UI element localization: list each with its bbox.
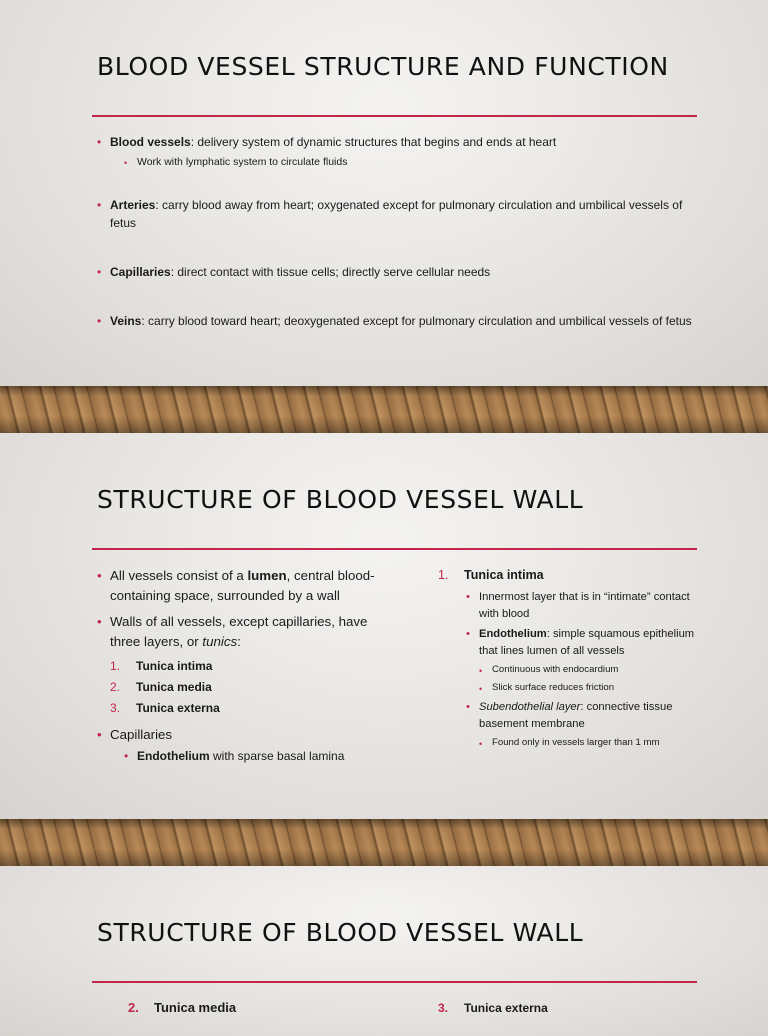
sub-bullet-endocardium: [479, 661, 700, 679]
list-label: Tunica intima: [136, 659, 213, 673]
left-column: [97, 566, 387, 767]
slide-blood-vessel-structure: [0, 0, 768, 386]
bullet-text: : delivery system of dynamic structures that begins and ends at heart: [190, 135, 557, 149]
term-lumen: lumen: [247, 568, 287, 583]
slide-title: STRUCTURE OF BLOOD VESSEL WALL: [97, 918, 584, 947]
bullet-blood-vessels: [97, 133, 700, 170]
sub-bullet-1mm: [479, 734, 700, 752]
list-label: Tunica externa: [464, 1001, 548, 1015]
bullet-text: : carry blood away from heart; oxygenated except for pulmonary circulation and umbilical vessels of fetus: [110, 198, 683, 230]
term-capillaries: Capillaries: [110, 265, 171, 279]
list-number: 3.: [438, 1001, 449, 1015]
list-label: Tunica intima: [464, 568, 544, 582]
bullet-veins: [97, 312, 700, 330]
slide-title: BLOOD VESSEL STRUCTURE AND FUNCTION: [97, 52, 669, 81]
term-blood-vessels: Blood vessels: [110, 135, 191, 149]
bullet-tunics: [97, 612, 387, 652]
bullet-capillaries: [97, 263, 700, 281]
heading-tunica-externa: [438, 999, 548, 1017]
list-number: 1.: [110, 659, 121, 673]
title-divider: [92, 981, 697, 983]
text: Walls of all vessels, except capillaries, have three layers, or: [110, 614, 368, 649]
list-number: 2.: [110, 680, 121, 694]
list-item-tunica-externa: [110, 698, 387, 719]
text: Slick surface reduces friction: [492, 682, 615, 693]
title-divider: [92, 115, 697, 117]
title-divider: [92, 548, 697, 550]
tunica-intima-details: [466, 589, 700, 752]
text: All vessels consist of a: [110, 568, 248, 583]
sub-bullet-lymphatic: [124, 154, 700, 170]
list-item-tunica-media: [110, 677, 387, 698]
bullet-capillaries: [97, 725, 387, 767]
term-subendothelial-layer: Subendothelial layer: [479, 701, 581, 713]
slide-vessel-wall-continued: [0, 866, 768, 1036]
term-endothelium: Endothelium: [479, 628, 547, 640]
term-endothelium: Endothelium: [137, 749, 210, 763]
list-number: 1.: [438, 568, 449, 582]
bullet-endothelium: [466, 626, 700, 697]
list-label: Tunica media: [154, 1000, 237, 1015]
list-item-tunica-intima: [110, 656, 387, 677]
sub-bullet-friction: [479, 679, 700, 697]
text: Continuous with endocardium: [492, 664, 619, 675]
bullet-lumen: [97, 566, 387, 606]
sub-bullet-text: Work with lymphatic system to circulate fluids: [137, 156, 348, 168]
text: Found only in vessels larger than 1 mm: [492, 737, 660, 748]
term-tunics: tunics: [202, 634, 238, 649]
list-label: Tunica media: [136, 680, 212, 694]
layers-list: [110, 656, 387, 719]
bullet-text: : carry blood toward heart; deoxygenated except for pulmonary circulation and umbilical vessels of fetus: [141, 314, 692, 328]
text: Capillaries: [110, 727, 173, 742]
text: with sparse basal lamina: [209, 749, 345, 763]
heading-tunica-intima: [438, 566, 700, 584]
wood-floor-divider: [0, 819, 768, 866]
wood-floor-divider: [0, 386, 768, 433]
text: : simple squamous epithelium that lines lumen of all vessels: [479, 628, 695, 657]
right-column: [438, 566, 700, 752]
bullet-innermost-layer: [466, 589, 700, 622]
list-label: Tunica externa: [136, 701, 220, 715]
sub-bullet-endothelium: [124, 745, 387, 767]
text: Innermost layer that is in “intimate” contact with blood: [479, 591, 690, 620]
slide-title: STRUCTURE OF BLOOD VESSEL WALL: [97, 485, 584, 514]
bullet-arteries: [97, 196, 700, 232]
term-veins: Veins: [110, 314, 142, 328]
heading-tunica-media: [128, 999, 236, 1017]
list-number: 3.: [110, 701, 121, 715]
text: : connective tissue basement membrane: [479, 701, 673, 730]
bullet-text: : direct contact with tissue cells; directly serve cellular needs: [170, 265, 491, 279]
slide-vessel-wall: [0, 433, 768, 819]
bullet-subendothelial: [466, 699, 700, 752]
text: , central blood-containing space, surrounded by a wall: [110, 568, 375, 603]
list-number: 2.: [128, 1000, 139, 1015]
term-arteries: Arteries: [110, 198, 156, 212]
text: :: [237, 634, 241, 649]
